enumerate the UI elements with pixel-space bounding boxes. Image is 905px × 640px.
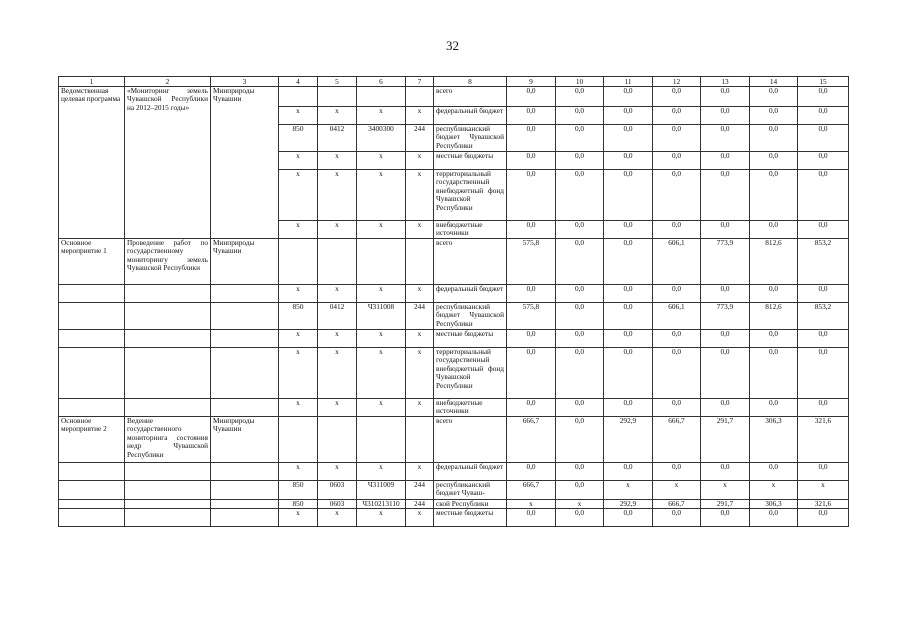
amount-cell: 812,6: [750, 239, 798, 285]
target-article-cell: Ч311008: [357, 303, 406, 330]
grbs-code-cell: х: [279, 170, 318, 221]
amount-cell: 575,8: [507, 239, 556, 285]
table-row: [59, 417, 849, 463]
empty-cell: [211, 463, 279, 481]
program-name-cell: «Мониторинг земель Чувашской Республики на 2012–2015 годы»: [125, 87, 211, 239]
amount-cell: 0,0: [556, 399, 604, 417]
grbs-code-cell: [279, 239, 318, 285]
funding-source-cell: внебюджетные источники: [434, 399, 507, 417]
expense-type-cell: х: [406, 509, 434, 527]
section-code-cell: х: [318, 152, 357, 170]
amount-cell: 666,7: [653, 500, 701, 509]
amount-cell: 0,0: [604, 107, 653, 125]
empty-cell: [59, 500, 125, 509]
amount-cell: 0,0: [604, 509, 653, 527]
amount-cell: 0,0: [798, 170, 849, 221]
amount-cell: 0,0: [750, 348, 798, 399]
amount-cell: 575,8: [507, 303, 556, 330]
empty-cell: [211, 285, 279, 303]
measure-type-cell: Основное мероприятие 2: [59, 417, 125, 463]
grbs-code-cell: [279, 87, 318, 107]
empty-cell: [59, 481, 125, 500]
target-article-cell: х: [357, 152, 406, 170]
target-article-cell: [357, 239, 406, 285]
funding-source-cell: республиканский бюджет Чувашской Республики: [434, 303, 507, 330]
grbs-code-cell: 850: [279, 303, 318, 330]
header-cell: 12: [653, 77, 701, 87]
amount-cell: 0,0: [507, 107, 556, 125]
amount-cell: 0,0: [750, 170, 798, 221]
header-cell: 11: [604, 77, 653, 87]
amount-cell: 0,0: [750, 107, 798, 125]
funding-source-cell: территориальный государственный внебюджетный фонд Чувашской Республики: [434, 348, 507, 399]
amount-cell: 0,0: [653, 463, 701, 481]
amount-cell: 0,0: [507, 152, 556, 170]
amount-cell: 306,3: [750, 417, 798, 463]
grbs-code-cell: х: [279, 285, 318, 303]
table-row: [59, 239, 849, 285]
header-cell: 8: [434, 77, 507, 87]
amount-cell: 0,0: [701, 330, 750, 348]
section-code-cell: х: [318, 107, 357, 125]
funding-source-cell: внебюджетные источники: [434, 221, 507, 239]
amount-cell: 666,7: [653, 417, 701, 463]
amount-cell: 0,0: [750, 125, 798, 152]
amount-cell: 321,6: [798, 500, 849, 509]
grbs-code-cell: х: [279, 348, 318, 399]
amount-cell: 0,0: [556, 348, 604, 399]
table-row: [59, 463, 849, 481]
empty-cell: [59, 509, 125, 527]
funding-source-cell: федеральный бюджет: [434, 107, 507, 125]
amount-cell: 0,0: [701, 221, 750, 239]
amount-cell: 0,0: [653, 509, 701, 527]
grbs-code-cell: [279, 417, 318, 463]
header-cell: 5: [318, 77, 357, 87]
executor-cell: Минприроды Чувашии: [211, 239, 279, 285]
grbs-code-cell: х: [279, 107, 318, 125]
empty-cell: [211, 330, 279, 348]
header-cell: 6: [357, 77, 406, 87]
amount-cell: 0,0: [798, 87, 849, 107]
amount-cell: 0,0: [556, 285, 604, 303]
amount-cell: 0,0: [507, 330, 556, 348]
amount-cell: 0,0: [653, 348, 701, 399]
section-code-cell: 0412: [318, 303, 357, 330]
amount-cell: 0,0: [556, 303, 604, 330]
empty-cell: [59, 303, 125, 330]
expense-type-cell: х: [406, 348, 434, 399]
amount-cell: 0,0: [750, 221, 798, 239]
amount-cell: 0,0: [798, 348, 849, 399]
amount-cell: 0,0: [798, 463, 849, 481]
amount-cell: 0,0: [701, 87, 750, 107]
amount-cell: 0,0: [798, 107, 849, 125]
target-article-cell: х: [357, 509, 406, 527]
target-article-cell: х: [357, 330, 406, 348]
empty-cell: [125, 481, 211, 500]
amount-cell: 292,9: [604, 417, 653, 463]
funding-source-cell: федеральный бюджет: [434, 285, 507, 303]
header-cell: 4: [279, 77, 318, 87]
amount-cell: 853,2: [798, 303, 849, 330]
empty-cell: [125, 399, 211, 417]
expense-type-cell: 244: [406, 125, 434, 152]
header-cell: 15: [798, 77, 849, 87]
amount-cell: 0,0: [507, 348, 556, 399]
amount-cell: х: [798, 481, 849, 500]
amount-cell: х: [750, 481, 798, 500]
amount-cell: 0,0: [556, 481, 604, 500]
expense-type-cell: х: [406, 463, 434, 481]
amount-cell: 0,0: [798, 330, 849, 348]
amount-cell: 0,0: [701, 509, 750, 527]
empty-cell: [211, 348, 279, 399]
expense-type-cell: 244: [406, 500, 434, 509]
amount-cell: 0,0: [653, 399, 701, 417]
funding-source-cell: местные бюджеты: [434, 152, 507, 170]
section-code-cell: х: [318, 330, 357, 348]
amount-cell: 306,3: [750, 500, 798, 509]
amount-cell: 606,1: [653, 239, 701, 285]
amount-cell: 0,0: [604, 221, 653, 239]
amount-cell: 321,6: [798, 417, 849, 463]
funding-source-cell: всего: [434, 417, 507, 463]
amount-cell: 0,0: [507, 463, 556, 481]
amount-cell: х: [653, 481, 701, 500]
amount-cell: 0,0: [556, 221, 604, 239]
empty-cell: [125, 303, 211, 330]
amount-cell: 853,2: [798, 239, 849, 285]
section-code-cell: х: [318, 509, 357, 527]
amount-cell: 0,0: [653, 125, 701, 152]
funding-source-cell: федеральный бюджет: [434, 463, 507, 481]
target-article-cell: х: [357, 463, 406, 481]
section-code-cell: х: [318, 221, 357, 239]
funding-source-cell: республиканский бюджет Чуваш-: [434, 481, 507, 500]
empty-cell: [125, 509, 211, 527]
amount-cell: 0,0: [604, 463, 653, 481]
section-code-cell: [318, 417, 357, 463]
header-cell: 7: [406, 77, 434, 87]
amount-cell: 0,0: [653, 107, 701, 125]
amount-cell: 0,0: [750, 330, 798, 348]
amount-cell: 0,0: [653, 170, 701, 221]
target-article-cell: [357, 417, 406, 463]
section-code-cell: 0412: [318, 125, 357, 152]
amount-cell: 0,0: [750, 285, 798, 303]
section-code-cell: 0603: [318, 481, 357, 500]
table-row: [59, 285, 849, 303]
amount-cell: 0,0: [507, 509, 556, 527]
executor-cell: Минприроды Чувашии: [211, 417, 279, 463]
target-article-cell: х: [357, 107, 406, 125]
funding-source-cell: всего: [434, 87, 507, 107]
amount-cell: 292,9: [604, 500, 653, 509]
table-row: [59, 330, 849, 348]
empty-cell: [59, 285, 125, 303]
expense-type-cell: х: [406, 330, 434, 348]
empty-cell: [211, 481, 279, 500]
amount-cell: 0,0: [798, 125, 849, 152]
expense-type-cell: [406, 239, 434, 285]
amount-cell: 0,0: [556, 330, 604, 348]
expense-type-cell: х: [406, 152, 434, 170]
page-number: 32: [446, 38, 459, 53]
funding-source-cell: ской Республики: [434, 500, 507, 509]
target-article-cell: х: [357, 170, 406, 221]
amount-cell: 0,0: [701, 399, 750, 417]
amount-cell: 0,0: [604, 152, 653, 170]
amount-cell: 0,0: [653, 285, 701, 303]
expense-type-cell: [406, 417, 434, 463]
section-code-cell: х: [318, 348, 357, 399]
amount-cell: 0,0: [750, 152, 798, 170]
expense-type-cell: х: [406, 221, 434, 239]
amount-cell: 666,7: [507, 417, 556, 463]
empty-cell: [59, 348, 125, 399]
amount-cell: 0,0: [507, 399, 556, 417]
amount-cell: 606,1: [653, 303, 701, 330]
grbs-code-cell: 850: [279, 481, 318, 500]
amount-cell: 0,0: [750, 399, 798, 417]
amount-cell: 0,0: [556, 152, 604, 170]
expense-type-cell: 244: [406, 481, 434, 500]
target-article-cell: [357, 87, 406, 107]
amount-cell: 0,0: [653, 221, 701, 239]
expense-type-cell: х: [406, 170, 434, 221]
amount-cell: 812,6: [750, 303, 798, 330]
amount-cell: 0,0: [604, 170, 653, 221]
amount-cell: 0,0: [653, 330, 701, 348]
empty-cell: [211, 500, 279, 509]
executor-cell: Минприроды Чувашии: [211, 87, 279, 239]
amount-cell: 291,7: [701, 500, 750, 509]
amount-cell: 0,0: [507, 221, 556, 239]
amount-cell: 666,7: [507, 481, 556, 500]
amount-cell: 0,0: [604, 285, 653, 303]
amount-cell: 0,0: [604, 87, 653, 107]
target-article-cell: х: [357, 285, 406, 303]
section-code-cell: [318, 239, 357, 285]
header-cell: 13: [701, 77, 750, 87]
empty-cell: [59, 399, 125, 417]
empty-cell: [125, 463, 211, 481]
section-code-cell: 0603: [318, 500, 357, 509]
amount-cell: 0,0: [701, 107, 750, 125]
amount-cell: 0,0: [507, 87, 556, 107]
amount-cell: 0,0: [701, 170, 750, 221]
header-cell: 2: [125, 77, 211, 87]
target-article-cell: 3400300: [357, 125, 406, 152]
amount-cell: 0,0: [556, 107, 604, 125]
empty-cell: [59, 330, 125, 348]
grbs-code-cell: х: [279, 330, 318, 348]
table-row: [59, 348, 849, 399]
amount-cell: 0,0: [556, 509, 604, 527]
empty-cell: [211, 303, 279, 330]
amount-cell: 0,0: [798, 152, 849, 170]
section-code-cell: х: [318, 285, 357, 303]
amount-cell: 0,0: [798, 399, 849, 417]
header-cell: 9: [507, 77, 556, 87]
grbs-code-cell: 850: [279, 500, 318, 509]
amount-cell: х: [507, 500, 556, 509]
amount-cell: 0,0: [750, 463, 798, 481]
table-row: [59, 303, 849, 330]
header-row: [59, 77, 849, 87]
amount-cell: 0,0: [750, 87, 798, 107]
funding-source-cell: местные бюджеты: [434, 330, 507, 348]
amount-cell: 0,0: [653, 152, 701, 170]
amount-cell: 0,0: [604, 239, 653, 285]
table-row: [59, 87, 849, 107]
grbs-code-cell: 850: [279, 125, 318, 152]
empty-cell: [125, 285, 211, 303]
amount-cell: 0,0: [556, 239, 604, 285]
table-row: [59, 481, 849, 500]
header-cell: 1: [59, 77, 125, 87]
empty-cell: [125, 500, 211, 509]
section-code-cell: х: [318, 463, 357, 481]
amount-cell: 0,0: [701, 285, 750, 303]
expense-type-cell: х: [406, 285, 434, 303]
amount-cell: х: [556, 500, 604, 509]
measure-type-cell: Основное мероприятие 1: [59, 239, 125, 285]
grbs-code-cell: х: [279, 221, 318, 239]
budget-table: [58, 76, 849, 527]
expense-type-cell: х: [406, 399, 434, 417]
section-code-cell: х: [318, 170, 357, 221]
amount-cell: 0,0: [653, 87, 701, 107]
amount-cell: 0,0: [750, 509, 798, 527]
amount-cell: 773,9: [701, 303, 750, 330]
amount-cell: 0,0: [507, 125, 556, 152]
amount-cell: 0,0: [556, 87, 604, 107]
header-cell: 14: [750, 77, 798, 87]
amount-cell: 0,0: [701, 463, 750, 481]
target-article-cell: х: [357, 348, 406, 399]
empty-cell: [211, 399, 279, 417]
amount-cell: 0,0: [556, 170, 604, 221]
amount-cell: х: [604, 481, 653, 500]
grbs-code-cell: х: [279, 152, 318, 170]
grbs-code-cell: х: [279, 399, 318, 417]
amount-cell: 0,0: [798, 221, 849, 239]
section-code-cell: х: [318, 399, 357, 417]
amount-cell: х: [701, 481, 750, 500]
amount-cell: 0,0: [507, 170, 556, 221]
amount-cell: 0,0: [556, 463, 604, 481]
amount-cell: 0,0: [604, 330, 653, 348]
amount-cell: 0,0: [507, 285, 556, 303]
header-cell: 10: [556, 77, 604, 87]
expense-type-cell: [406, 87, 434, 107]
target-article-cell: х: [357, 221, 406, 239]
grbs-code-cell: х: [279, 509, 318, 527]
amount-cell: 0,0: [701, 152, 750, 170]
amount-cell: 291,7: [701, 417, 750, 463]
measure-name-cell: Ведение государственного мониторинга состояния недр Чувашской Республики: [125, 417, 211, 463]
funding-source-cell: республиканский бюджет Чувашской Республики: [434, 125, 507, 152]
amount-cell: 0,0: [556, 417, 604, 463]
target-article-cell: Ч310213110: [357, 500, 406, 509]
expense-type-cell: х: [406, 107, 434, 125]
target-article-cell: Ч311009: [357, 481, 406, 500]
amount-cell: 0,0: [701, 125, 750, 152]
amount-cell: 0,0: [604, 125, 653, 152]
table-row: [59, 399, 849, 417]
funding-source-cell: местные бюджеты: [434, 509, 507, 527]
amount-cell: 0,0: [604, 348, 653, 399]
measure-name-cell: Проведение работ по государственному мониторингу земель Чувашской Республики: [125, 239, 211, 285]
expense-type-cell: 244: [406, 303, 434, 330]
header-cell: 3: [211, 77, 279, 87]
amount-cell: 0,0: [604, 399, 653, 417]
amount-cell: 0,0: [798, 285, 849, 303]
table-row: [59, 509, 849, 527]
funding-source-cell: всего: [434, 239, 507, 285]
amount-cell: 0,0: [798, 509, 849, 527]
empty-cell: [125, 330, 211, 348]
program-type-cell: Ведомственная целевая программа: [59, 87, 125, 239]
amount-cell: 0,0: [604, 303, 653, 330]
amount-cell: 0,0: [556, 125, 604, 152]
empty-cell: [59, 463, 125, 481]
amount-cell: 773,9: [701, 239, 750, 285]
amount-cell: 0,0: [701, 348, 750, 399]
funding-source-cell: территориальный государственный внебюджетный фонд Чувашской Республики: [434, 170, 507, 221]
target-article-cell: х: [357, 399, 406, 417]
table-row: [59, 500, 849, 509]
grbs-code-cell: х: [279, 463, 318, 481]
empty-cell: [211, 509, 279, 527]
empty-cell: [125, 348, 211, 399]
section-code-cell: [318, 87, 357, 107]
